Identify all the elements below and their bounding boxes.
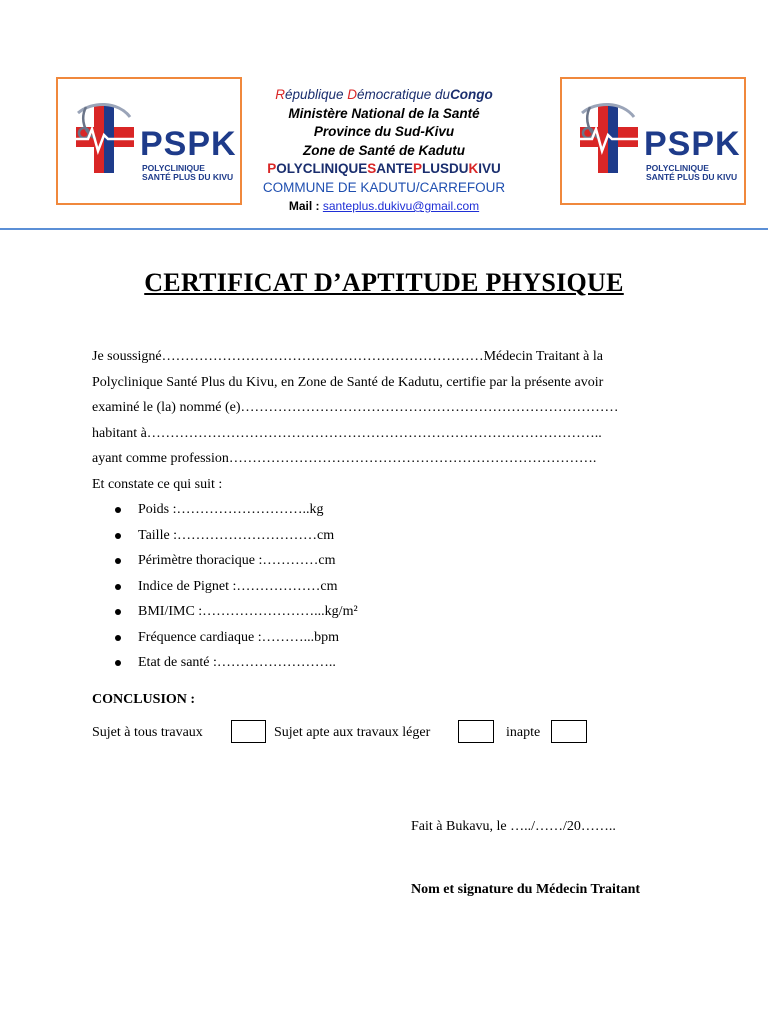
logo-name: PSPK [644,125,741,163]
bullet-icon [115,584,121,590]
option-unfit-label: inapte [506,725,541,740]
bullet-icon [115,558,121,564]
doctor-signature-label: Nom et signature du Médecin Traitant [411,882,641,897]
body-line: Polyclinique Santé Plus du Kivu, en Zone de Santé de Kadutu, certifie par la présente avoir [92,374,604,390]
list-item: Etat de santé :…………………….. [92,650,692,676]
list-item: Périmètre thoracique :…………cm [92,548,692,574]
mail-link[interactable]: santeplus.dukivu@gmail.com [322,199,480,213]
logo-name: PSPK [140,125,237,163]
list-item: Poids :………………………..kg [92,497,692,523]
conclusion-options [92,720,692,746]
place-date-line: Fait à Bukavu, le …../……/20…….. [411,819,616,834]
bullet-icon [115,533,121,539]
polyclinic-line: POLYCLINIQUESANTEPLUSDUKIVU [267,161,501,176]
conclusion-heading: CONCLUSION : [92,692,196,707]
polyclinique-logo-left [56,77,242,205]
ministry-line: Ministère National de la Santé [288,105,480,121]
body-line: ayant comme profession……………………………………………………………………. [92,451,597,466]
commune-line: COMMUNE DE KADUTU/CARREFOUR [262,179,506,195]
option-all-work-label: Sujet à tous travaux [92,725,203,740]
list-item: Indice de Pignet :………………cm [92,574,692,600]
body-line: examiné le (la) nommé (e)……………………………………………………………………… [92,400,619,415]
mail-line [248,197,520,216]
body-line: Je soussigné……………………………………………………………Médecin Traitant à la [92,349,603,364]
list-item: Fréquence cardiaque :………...bpm [92,625,692,651]
bullet-icon [115,609,121,615]
header-divider [0,228,768,230]
option-all-work-checkbox[interactable] [231,720,266,743]
mail-label: Mail : [288,199,323,213]
certificate-body [92,344,692,676]
polyclinique-logo-right [560,77,746,205]
list-item: BMI/IMC :……………………...kg/m² [92,599,692,625]
logo-subtitle: POLYCLINIQUE SANTÉ PLUS DU KIVU [142,163,234,182]
page-title: CERTIFICAT D’APTITUDE PHYSIQUE [144,268,624,297]
measurements-list [92,497,692,676]
letterhead [248,86,520,216]
republic-line: République Démocratique duCongo [275,87,493,102]
bullet-icon [115,507,121,513]
body-line: Et constate ce qui suit : [92,476,223,492]
body-line: habitant à…………………………………………………………………………………….. [92,425,602,441]
bullet-icon [115,660,121,666]
option-light-work-checkbox[interactable] [458,720,494,743]
zone-line: Zone de Santé de Kadutu [302,142,465,158]
red-cross-stethoscope-icon [576,99,646,185]
red-cross-stethoscope-icon [72,99,142,185]
option-unfit-checkbox[interactable] [551,720,587,743]
logo-subtitle: POLYCLINIQUE SANTÉ PLUS DU KIVU [646,163,738,182]
bullet-icon [115,635,121,641]
option-light-work-label: Sujet apte aux travaux léger [274,725,431,740]
province-line: Province du Sud-Kivu [313,124,455,139]
list-item: Taille :…………………………cm [92,523,692,549]
